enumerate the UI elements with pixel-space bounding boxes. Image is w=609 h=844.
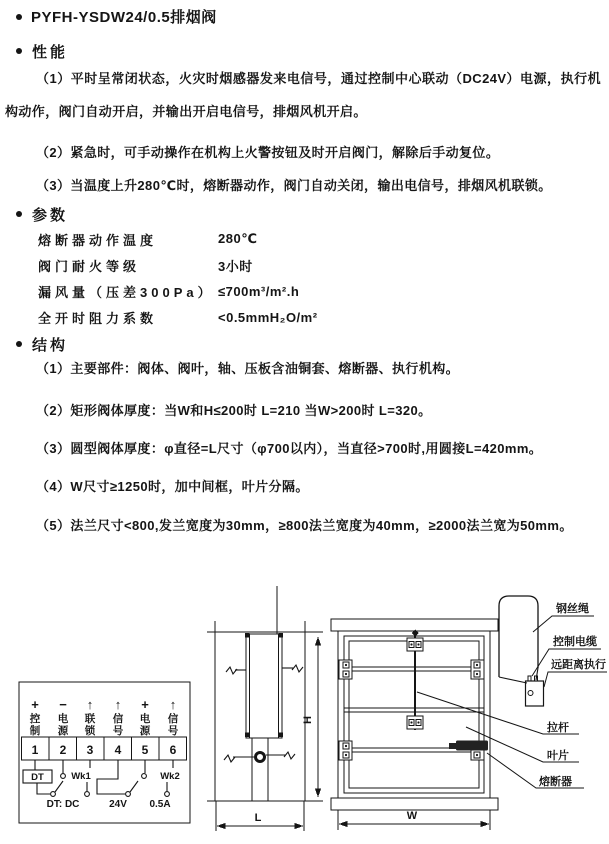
terminal-label: 号 [112, 725, 124, 737]
parameter-name: 熔断器动作温度 [38, 232, 158, 248]
terminal-symbol: ↑ [169, 697, 177, 712]
dim-label-l: L [254, 812, 262, 824]
voltage-label: 24V [109, 799, 127, 810]
callout-control-cable: 控制电缆 [553, 636, 597, 648]
dim-label-w: W [406, 810, 418, 822]
section-heading-structure: 结构 [32, 337, 69, 354]
parameter-row [38, 304, 598, 330]
parameter-name: 漏风量（压差300Pa） [38, 284, 215, 300]
diagrams-svg [0, 575, 609, 844]
terminal-label: 联 [84, 713, 96, 725]
terminal-label: 电 [57, 713, 69, 725]
callout-fusible-link: 熔断器 [539, 776, 572, 788]
callout-pull-rod: 拉杆 [547, 722, 569, 734]
parameter-name: 阀门耐火等级 [38, 258, 141, 274]
callout-blade: 叶片 [547, 750, 569, 762]
terminal-symbol: − [59, 697, 67, 712]
terminal-label: 信 [112, 713, 124, 725]
bullet-icon [16, 14, 22, 20]
structure-item: （1）主要部件：阀体、阀叶，轴、压板含油铜套、熔断器、执行机构。 [36, 361, 460, 376]
dim-label-h: H [302, 716, 314, 724]
terminal-number: 3 [86, 743, 94, 757]
terminal-number: 4 [114, 743, 122, 757]
parameter-table [38, 226, 598, 330]
section-heading-parameters: 参数 [32, 207, 69, 224]
parameter-row [38, 226, 598, 252]
dt-box-label: DT [31, 772, 44, 783]
parameter-value: 280℃ [218, 231, 258, 246]
terminal-symbol: ↑ [114, 697, 122, 712]
side-view-diagram [207, 586, 323, 831]
page-title: PYFH-YSDW24/0.5排烟阀 [31, 9, 217, 26]
performance-item: （2）紧急时，可手动操作在机构上火警按钮及时开启阀门，解除后手动复位。 [36, 145, 500, 160]
structure-item: （5）法兰尺寸<800,发兰宽度为30mm，≥800法兰宽度为40mm，≥2000法兰宽为50mm。 [36, 518, 573, 533]
parameter-row [38, 278, 598, 304]
wiring-diagram [19, 682, 190, 823]
performance-item: （1）平时呈常闭状态，火灾时烟感器发来电信号，通过控制中心联动（DC24V）电源，执行机构动作，阀门自动开启，并输出开启电信号，排烟风机开启。 [5, 71, 601, 119]
bullet-icon [16, 211, 22, 217]
terminal-number: 2 [59, 743, 67, 757]
terminal-label: 号 [167, 725, 179, 737]
terminal-number: 6 [169, 743, 177, 757]
section-heading-performance: 性能 [32, 44, 69, 61]
terminal-symbol: + [31, 697, 39, 712]
terminal-label: 锁 [84, 725, 96, 737]
performance-item: （3）当温度上升280℃时，熔断器动作，阀门自动关闭，输出电信号，排烟风机联锁。 [36, 178, 552, 193]
bullet-icon [16, 341, 22, 347]
terminal-number: 5 [141, 743, 149, 757]
bullet-icon [16, 48, 22, 54]
terminal-label: 信 [167, 713, 179, 725]
structure-item: （2）矩形阀体厚度：当W和H≤200时 L=210 当W>200时 L=320。 [36, 403, 432, 418]
parameter-value: 3小时 [218, 258, 253, 274]
parameter-value: <0.5mmH₂O/m² [218, 309, 318, 325]
terminal-symbol: + [141, 697, 149, 712]
terminal-label: 控 [29, 713, 41, 725]
parameter-value: ≤700m³/m².h [218, 283, 300, 299]
wk2-label: Wk2 [160, 771, 180, 782]
terminal-label: 源 [139, 725, 151, 737]
current-label: 0.5A [149, 799, 171, 810]
parameter-row [38, 252, 598, 278]
dt-dc-label: DT: DC [46, 799, 80, 810]
callout-wire-rope: 钢丝绳 [556, 603, 589, 615]
terminal-label: 制 [29, 725, 41, 737]
wk1-label: Wk1 [71, 771, 91, 782]
front-view-diagram [331, 596, 607, 830]
terminal-label: 源 [57, 725, 69, 737]
terminal-label: 电 [139, 713, 151, 725]
structure-item: （3）圆型阀体厚度：φ直径=L尺寸（φ700以内），当直径>700时,用圆接L=420mm。 [36, 441, 543, 456]
callout-remote-actuator: 远距离执行 [551, 659, 606, 671]
structure-item: （4）W尺寸≥1250时，加中间框，叶片分隔。 [36, 479, 309, 494]
terminal-symbol: ↑ [86, 697, 94, 712]
parameter-name: 全开时阻力系数 [38, 310, 158, 326]
terminal-number: 1 [31, 743, 39, 757]
